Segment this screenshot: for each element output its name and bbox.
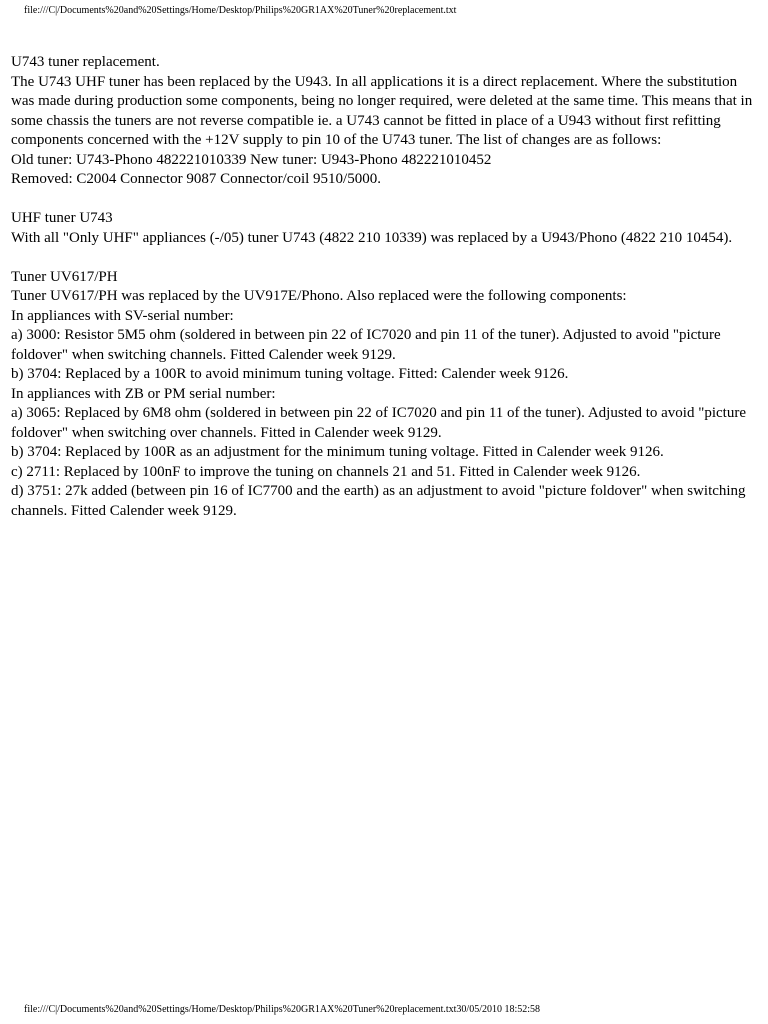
list-item: a) 3065: Replaced by 6M8 ohm (soldered in between pin 22 of IC7020 and pin 11 of the tuner). Adjusted to avoid "picture foldover" when switching over channels. Fitted in Calender week 9129.	[11, 405, 746, 441]
section-heading: Tuner UV617/PH	[11, 268, 118, 285]
list-item: b) 3704: Replaced by 100R as an adjustment for the minimum tuning voltage. Fitted in Calender week 9126.	[11, 444, 664, 460]
list-item: b) 3704: Replaced by a 100R to avoid minimum tuning voltage. Fitted: Calender week 9126.	[11, 366, 569, 382]
paragraph-text: Tuner UV617/PH was replaced by the UV917E/Phono. Also replaced were the following components:	[11, 288, 627, 304]
paragraph-text: Old tuner: U743-Phono 482221010339 New tuner: U943-Phono 482221010452	[11, 151, 492, 168]
footer-file-path-timestamp: file:///C|/Documents%20and%20Settings/Home/Desktop/Philips%20GR1AX%20Tuner%20replacement.txt30/05/2010 18:52:58	[24, 1004, 541, 1015]
section-heading: UHF tuner U743	[11, 210, 113, 226]
section-uhf-tuner-u743	[11, 209, 761, 248]
paragraph-text: The U743 UHF tuner has been replaced by the U943. In all applications it is a direct replacement. Where the substitution was made during production some components, being no longer required, were deleted at the same time. This means that in some chassis the tuners are not reverse compatible ie. a U743 cannot be fitted in place of a U943 without first refitting components concerned with the +12V supply to pin 10 of the U743 tuner. The list of changes are as follows:	[11, 73, 753, 148]
list-item: c) 2711: Replaced by 100nF to improve the tuning on channels 21 and 51. Fitted in Calender week 9126.	[11, 463, 641, 480]
header-file-path: file:///C|/Documents%20and%20Settings/Home/Desktop/Philips%20GR1AX%20Tuner%20replacement.txt	[24, 5, 457, 16]
section-tuner-uv617	[11, 268, 761, 522]
paragraph-text: Removed: C2004 Connector 9087 Connector/coil 9510/5000.	[11, 171, 381, 187]
section-heading: U743 tuner replacement.	[11, 54, 160, 70]
paragraph-text: In appliances with ZB or PM serial number:	[11, 385, 276, 402]
section-u743-tuner-replacement	[11, 53, 761, 190]
paragraph-text: With all "Only UHF" appliances (-/05) tuner U743 (4822 210 10339) was replaced by a U943/Phono (4822 210 10454).	[11, 229, 733, 246]
list-item: a) 3000: Resistor 5M5 ohm (soldered in between pin 22 of IC7020 and pin 11 of the tuner). Adjusted to avoid "picture foldover" when switching channels. Fitted Calender week 9129.	[11, 327, 721, 363]
document-body	[11, 53, 761, 541]
paragraph-text: In appliances with SV-serial number:	[11, 307, 234, 324]
list-item: d) 3751: 27k added (between pin 16 of IC7700 and the earth) as an adjustment to avoid "picture foldover" when switching channels. Fitted Calender week 9129.	[11, 483, 746, 519]
